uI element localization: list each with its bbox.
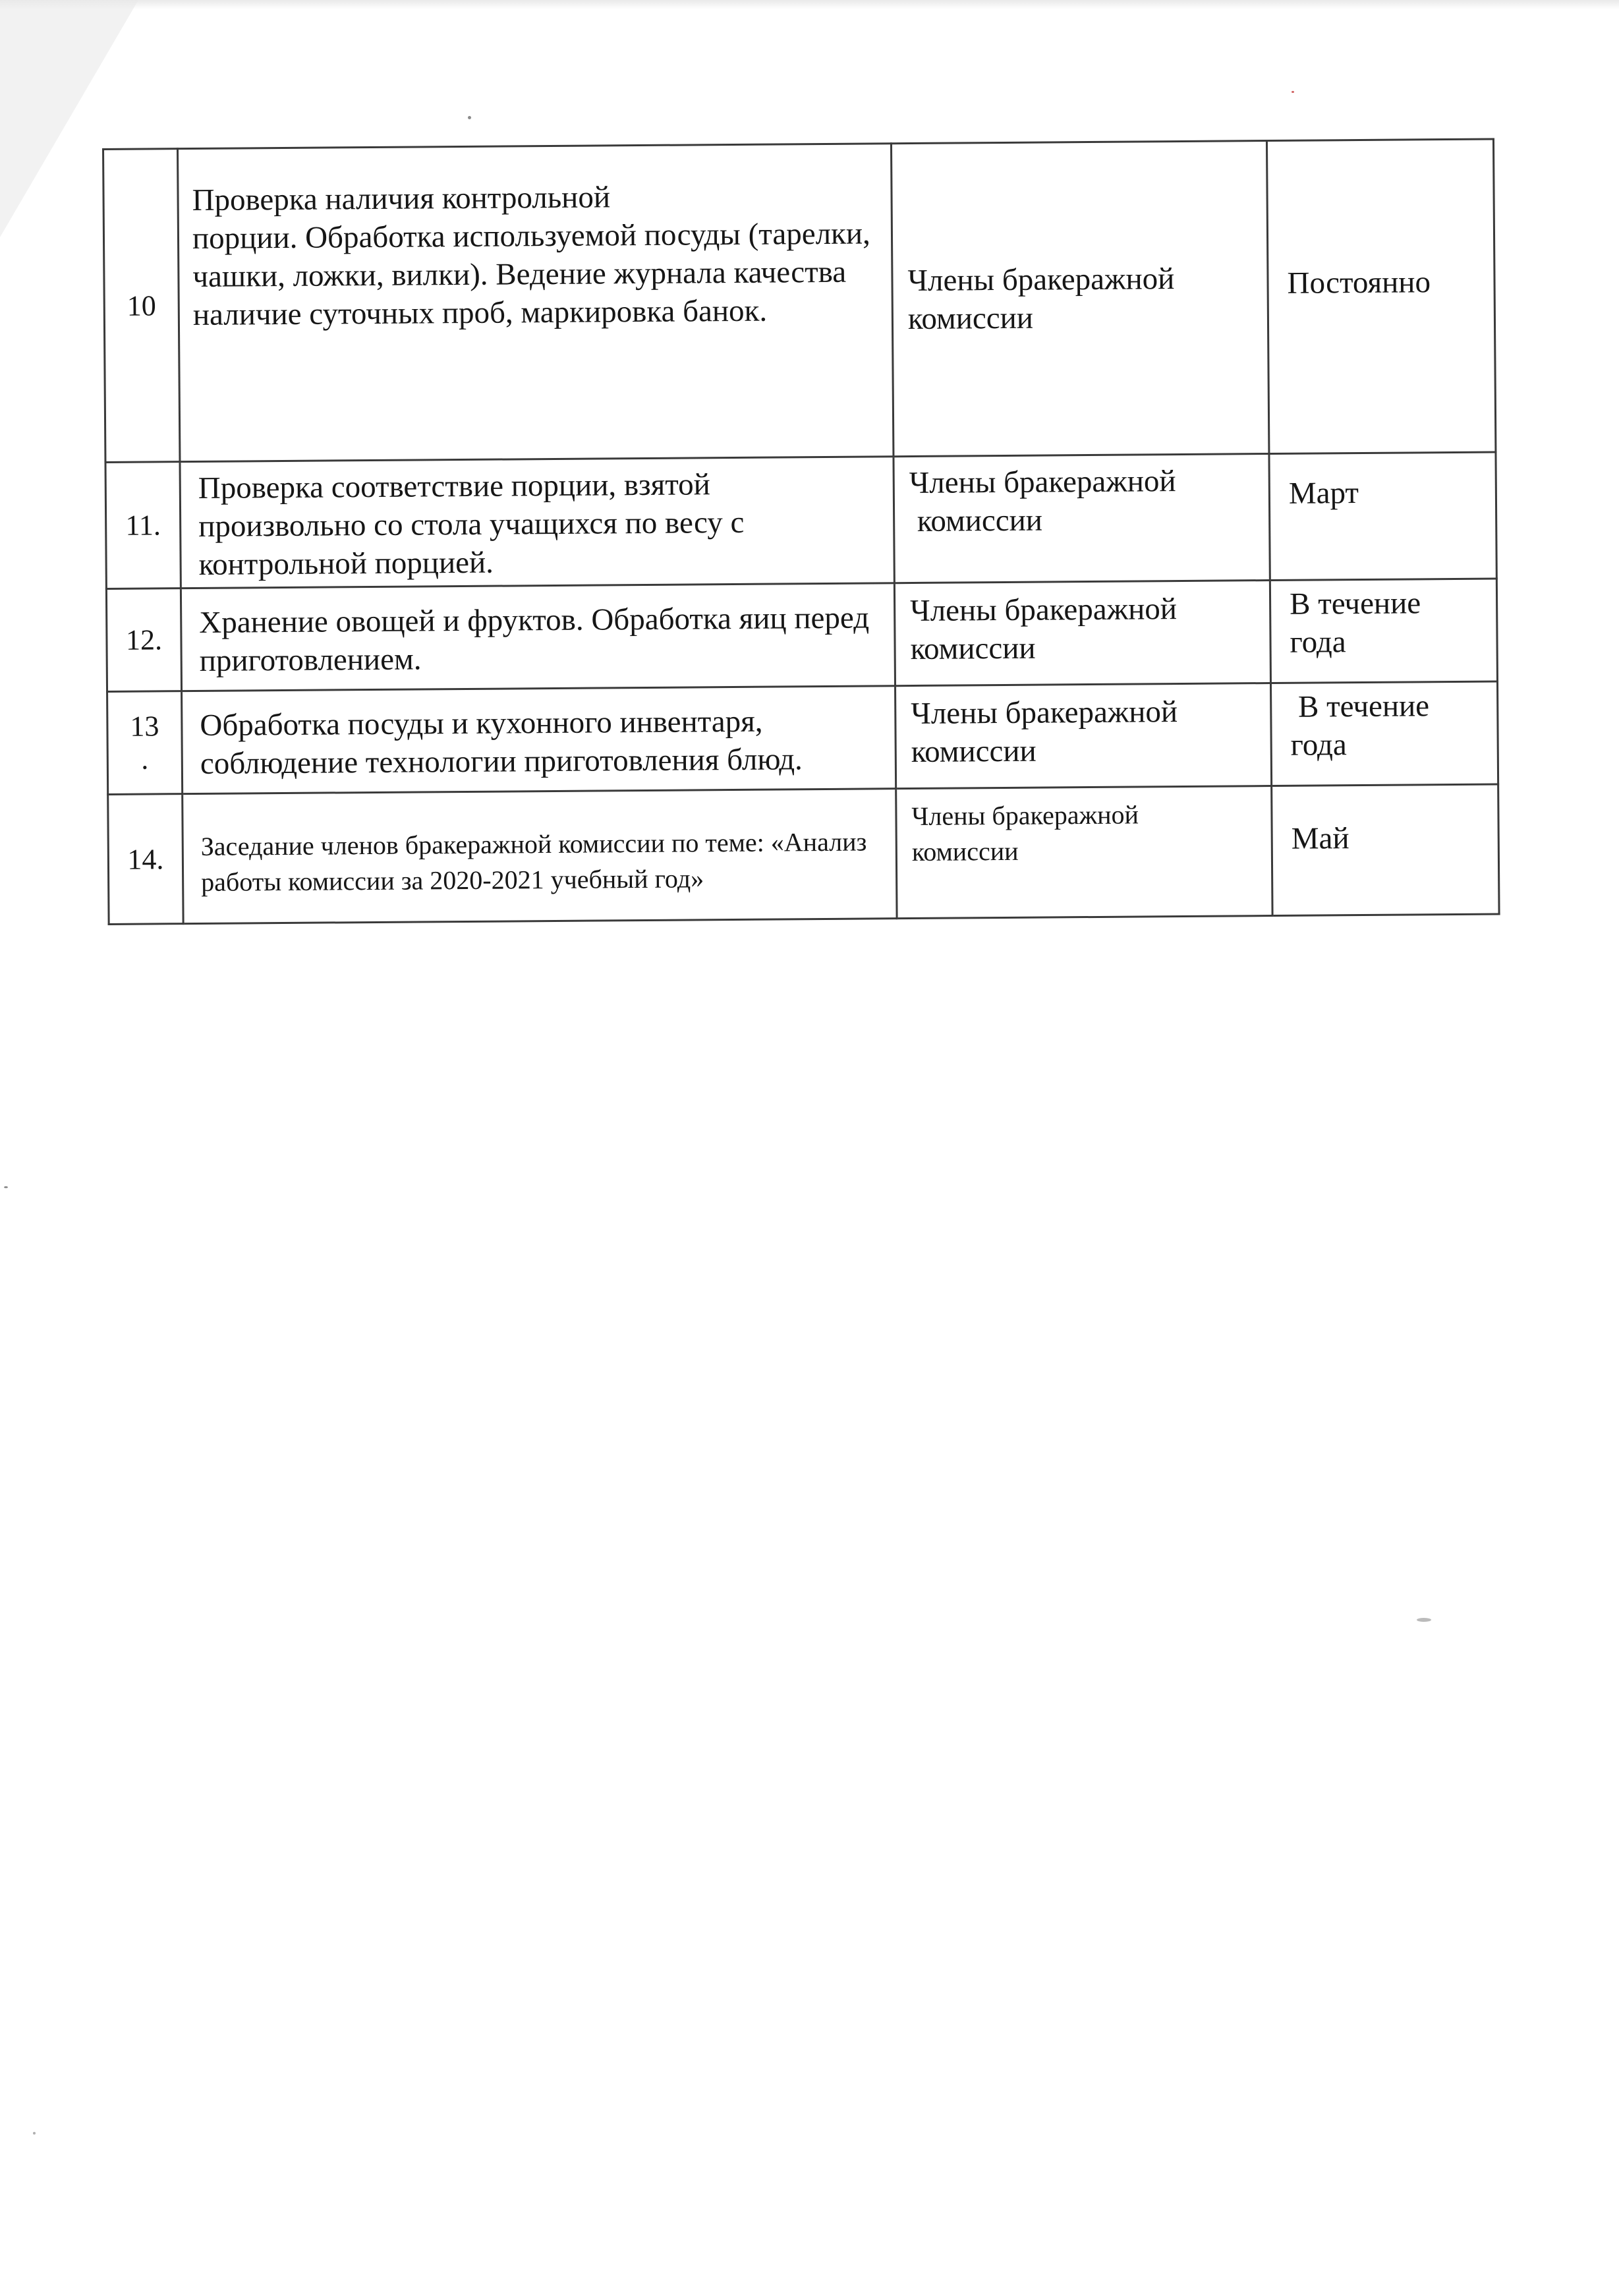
term-text: Май [1291,821,1349,856]
table-row [107,681,1498,794]
table-row [103,139,1496,462]
task-text: Проверка наличия контрольной порции. Обработка используемой посуды (тарелки, чашки, ложки, вилки). Ведение журнала качества наличие суточных проб, маркировка банок. [192,180,870,332]
term-cell [1266,139,1495,454]
plan-table [102,138,1500,925]
term-cell [1272,784,1499,916]
table-row [106,579,1497,691]
term-text: В течение года [1289,586,1421,660]
term-cell [1270,579,1497,683]
responsible-text: Члены бракеражной комиссии [911,799,1139,867]
term-cell [1270,681,1498,786]
task-text: Обработка посуды и кухонного инвентаря, соблюдение технологии приготовления блюд. [200,704,803,781]
responsible-cell [894,581,1270,686]
table-row [108,784,1499,924]
task-cell [181,583,895,691]
responsible-cell [894,454,1270,583]
scan-speck [1292,91,1294,93]
task-cell [182,686,896,794]
row-number: 10 [103,149,180,463]
responsible-cell [896,786,1272,919]
row-number: 14. [108,794,183,925]
task-text: Хранение овощей и фруктов. Обработка яиц перед приготовлением. [199,600,870,678]
scan-speck [33,2132,36,2135]
responsible-text: Члены бракеражной комиссии [909,464,1176,539]
task-text: Проверка соответствие порции, взятой произвольно со стола учащихся по весу с контрольной порцией. [198,467,745,582]
task-text: Заседание членов бракеражной комиссии по теме: «Анализ работы комиссии за 2020-2021 учебный год» [200,826,867,897]
scan-shadow-top [0,0,1619,9]
task-cell [178,144,894,462]
term-text: Март [1288,476,1359,511]
row-number: 12. [106,588,181,692]
responsible-text: Члены бракеражной комиссии [909,592,1178,667]
responsible-cell [895,683,1272,789]
task-cell [180,457,894,588]
scan-speck [468,116,471,119]
task-cell [183,789,897,924]
responsible-text: Члены бракеражной комиссии [907,262,1175,337]
table-row [105,452,1496,588]
term-cell [1269,452,1496,581]
row-number: 13 . [107,691,183,795]
row-number: 11. [105,462,181,589]
term-text: Постоянно [1287,265,1431,301]
responsible-cell [891,141,1268,457]
scan-speck [1417,1618,1431,1622]
scan-speck [4,1186,8,1188]
responsible-text: Члены бракеражной комиссии [911,695,1178,770]
term-text: В течение года [1290,689,1437,762]
